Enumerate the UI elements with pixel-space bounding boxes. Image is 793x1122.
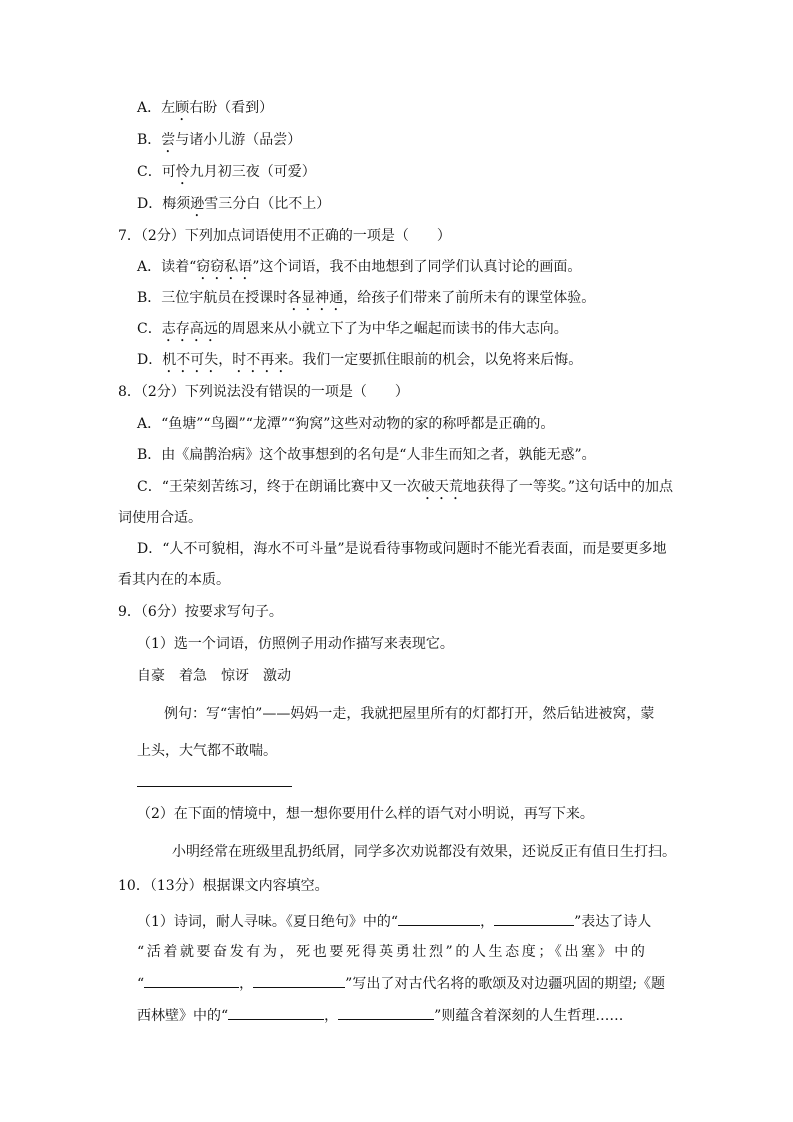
q10-stem: 10．（13分）根据课文内容填空。 <box>118 878 329 894</box>
q8-option-b: B．由《扁鹊治病》这个故事想到的名句是“人非生而知之者，孰能无惑”。 <box>137 447 596 463</box>
q6-option-c <box>137 162 316 188</box>
q9-example-continued: 上头，大气都不敢喘。 <box>137 743 277 759</box>
q6-option-b-pre: B． <box>137 132 162 148</box>
q10-comma-3: ， <box>324 1008 339 1024</box>
q6-option-d-dotted: 逊 <box>190 196 205 212</box>
q8-option-a: A．“鱼塘”“鸟圈”“龙潭”“狗窝”这些对动物的家的称呼都是正确的。 <box>137 416 555 432</box>
q6-option-b-post: 与诸小儿游（品尝） <box>175 132 302 148</box>
q7-option-b-pre: B．三位宇航员在授课时 <box>137 290 288 306</box>
q8-option-c-post: 地获得了一等奖。”这句话中的加点 <box>462 479 674 495</box>
q6-option-b <box>137 130 301 156</box>
q10-line1-pre: （1）诗词，耐人寻味。《夏日绝句》中的“ <box>137 914 399 930</box>
q7-option-b-post: ，给孩子们带来了前所未有的课堂体验。 <box>343 290 596 306</box>
q6-option-d <box>137 194 330 220</box>
q10-blank-4[interactable] <box>253 973 345 988</box>
q7-option-a-dotted: 窃窃私语 <box>196 259 253 275</box>
q9-stem: 9．（6分）按要求写句子。 <box>118 604 283 620</box>
q10-blank-1[interactable] <box>398 911 480 926</box>
q7-option-b <box>137 288 595 314</box>
q6-option-a-pre: A．左 <box>137 100 176 116</box>
q7-stem: 7．（2分）下列加点词语使用不正确的一项是（ ） <box>118 228 451 244</box>
q9-word-choices: 自豪 着急 惊讶 激动 <box>137 668 291 684</box>
q6-option-a-dotted: 顾 <box>175 100 190 116</box>
q8-option-d: D．“人不可貌相，海水不可斗量”是说看待事物或问题时不能光看表面，而是要更多地 <box>137 541 667 557</box>
q10-line4-pre: 西林壁》中的“ <box>137 1008 229 1024</box>
q6-option-b-dotted: 尝 <box>161 132 176 148</box>
q7-option-c-pre: C． <box>137 321 162 337</box>
q7-option-d-dotted: 机不可失，时不再来 <box>162 352 289 368</box>
q6-option-a <box>137 98 273 124</box>
q8-option-c <box>137 477 673 503</box>
q8-option-c-pre: C．“王荣刻苦练习，终于在朗诵比赛中又一次 <box>137 479 421 495</box>
q10-line3-open-quote: “ <box>137 976 145 992</box>
q7-option-a-post: ”这个词语，我不由地想到了同学们认真讨论的画面。 <box>252 259 582 275</box>
q9-part2-prompt: （2）在下面的情境中，想一想你要用什么样的语气对小明说，再写下来。 <box>137 806 594 822</box>
q7-option-a-pre: A．读着“ <box>137 259 197 275</box>
q7-option-d-pre: D． <box>137 352 163 368</box>
q10-line3-post: ”写出了对古代名将的歌颂及对边疆巩固的期望;《题 <box>345 976 666 992</box>
q7-option-c-dotted: 志存高远 <box>161 321 218 337</box>
q10-line4 <box>137 1005 623 1026</box>
q9-example: 例句：写“害怕”——妈妈一走，我就把屋里所有的灯都打开，然后钻进被窝，蒙 <box>164 706 655 722</box>
q10-line4-post: ”则蕴含着深刻的人生哲理…… <box>434 1008 624 1024</box>
q8-option-c-continued: 词使用合适。 <box>118 510 202 526</box>
q10-line1-post: ”表达了诗人 <box>574 914 652 930</box>
q7-option-c-post: 的周恩来从小就立下了为中华之崛起而读书的伟大志向。 <box>217 321 568 337</box>
q10-blank-2[interactable] <box>494 911 574 926</box>
q9-part1-prompt: （1）选一个词语，仿照例子用动作描写来表现它。 <box>137 636 454 652</box>
q9-part1-answer-line[interactable] <box>137 786 292 787</box>
q9-situation: 小明经常在班级里乱扔纸屑，同学多次劝说都没有效果，还说反正有值日生打扫。 <box>172 844 676 860</box>
q10-blank-3[interactable] <box>144 973 239 988</box>
q8-option-d-continued: 看其内在的本质。 <box>118 572 230 588</box>
q6-option-a-post: 右盼（看到） <box>189 100 274 116</box>
q7-option-b-dotted: 各显神通 <box>287 290 344 306</box>
q6-option-c-post: 九月初三夜（可爱） <box>189 164 316 180</box>
q7-option-d <box>137 350 582 376</box>
q6-option-d-pre: D．梅须 <box>137 196 191 212</box>
q10-blank-5[interactable] <box>228 1005 324 1020</box>
q10-line2: “活着就要奋发有为，死也要死得英勇壮烈”的人生态度；《出塞》中的 <box>137 944 648 960</box>
q8-stem: 8．（2分）下列说法没有错误的一项是（ ） <box>118 384 409 400</box>
q10-blank-6[interactable] <box>338 1005 434 1020</box>
q10-comma-2: ， <box>239 976 254 992</box>
q6-option-c-pre: C．可 <box>137 164 176 180</box>
q10-comma-1: ， <box>480 914 495 930</box>
q10-line3 <box>137 973 665 994</box>
q10-line1 <box>137 911 651 932</box>
q6-option-c-dotted: 怜 <box>175 164 190 180</box>
q7-option-a <box>137 257 581 283</box>
q8-option-c-dotted: 破天荒 <box>420 479 463 495</box>
q7-option-d-post: 。我们一定要抓住眼前的机会，以免将来后悔。 <box>288 352 583 368</box>
q7-option-c <box>137 319 568 345</box>
q6-option-d-post: 雪三分白（比不上） <box>204 196 331 212</box>
